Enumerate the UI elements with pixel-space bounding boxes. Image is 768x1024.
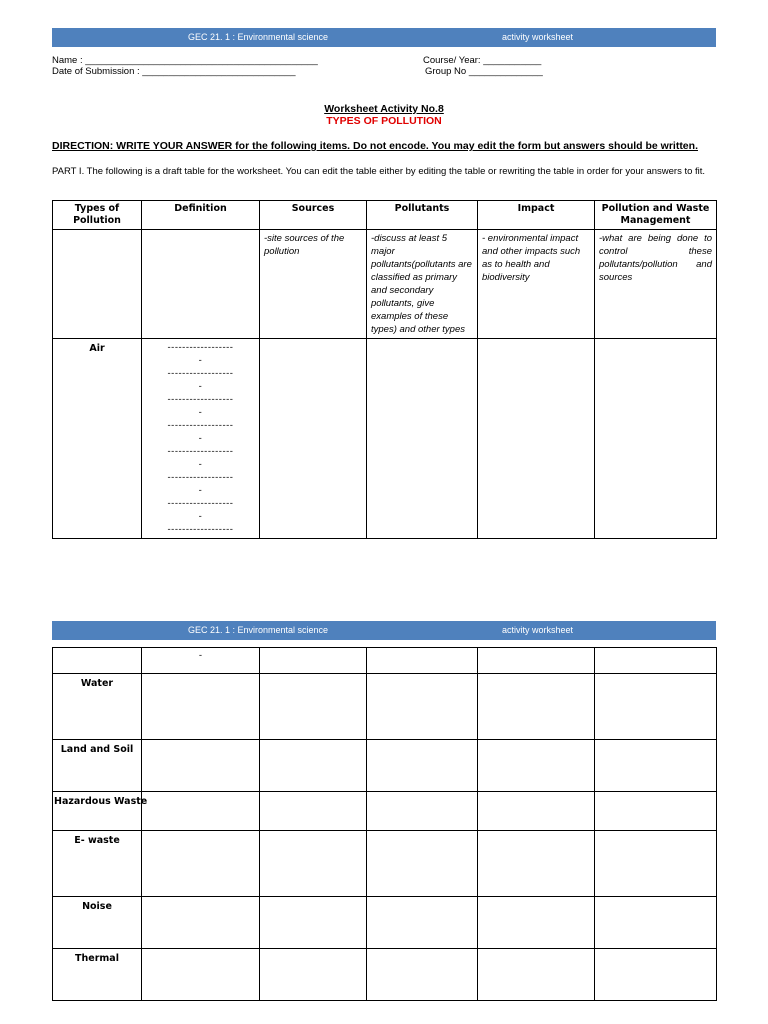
table-cell[interactable] <box>367 674 478 740</box>
table-cell[interactable] <box>478 949 595 1001</box>
hints-row <box>53 230 717 339</box>
table-cell[interactable] <box>595 792 717 831</box>
table-cell[interactable] <box>478 339 595 539</box>
definition-continuation[interactable]: - <box>142 648 260 674</box>
table-cell[interactable] <box>260 740 367 792</box>
column-header: Impact <box>478 201 595 230</box>
table-cell[interactable] <box>595 648 717 674</box>
table-row-continuation <box>53 648 717 674</box>
table-cell[interactable] <box>53 648 142 674</box>
table-header-row <box>53 201 717 230</box>
table-cell[interactable] <box>367 949 478 1001</box>
worksheet-title: Worksheet Activity No.8 <box>324 103 444 115</box>
table-cell[interactable] <box>367 648 478 674</box>
row-label-thermal: Thermal <box>53 949 142 1001</box>
table-row-air <box>53 339 717 539</box>
table-cell[interactable] <box>595 740 717 792</box>
table-cell[interactable] <box>142 831 260 897</box>
course-title: GEC 21. 1 : Environmental science <box>188 32 329 42</box>
table-cell[interactable] <box>367 792 478 831</box>
part1-instructions: PART I. The following is a draft table for the worksheet. You can edit the table either by editing the table or rewriting the table in order for your answers to fit. <box>52 166 706 177</box>
table-cell[interactable] <box>478 674 595 740</box>
name-field[interactable]: Name : ____________________________________________ <box>52 55 318 66</box>
table-cell[interactable] <box>142 674 260 740</box>
table-cell[interactable] <box>367 339 478 539</box>
pollutants-hint: -discuss at least 5 major pollutants(pollutants are classified as primary and secondary pollutants, give examples of these types) and other types <box>367 230 478 339</box>
table-cell[interactable] <box>595 949 717 1001</box>
table-row-hazardous-waste <box>53 792 717 831</box>
row-label-hazardous-waste: Hazardous Waste <box>53 792 142 831</box>
column-header: Types of Pollution <box>53 201 142 230</box>
table-cell[interactable] <box>142 740 260 792</box>
table-cell[interactable] <box>367 831 478 897</box>
date-of-submission-field[interactable]: Date of Submission : _____________________________ <box>52 66 296 77</box>
group-no-field[interactable]: Group No ______________ <box>425 66 543 77</box>
table-cell[interactable] <box>478 740 595 792</box>
column-header: Pollution and Waste Management <box>595 201 717 230</box>
header-banner-page1 <box>52 28 716 47</box>
pollution-table-page2 <box>52 647 717 1001</box>
table-row-water <box>53 674 717 740</box>
column-header: Sources <box>260 201 367 230</box>
course-year-field[interactable]: Course/ Year: ___________ <box>423 55 542 66</box>
table-cell[interactable] <box>260 674 367 740</box>
table-cell[interactable] <box>595 831 717 897</box>
table-row-e-waste <box>53 831 717 897</box>
table-cell[interactable] <box>142 230 260 339</box>
column-header: Pollutants <box>367 201 478 230</box>
row-label-noise: Noise <box>53 897 142 949</box>
worksheet-subtitle: TYPES OF POLLUTION <box>326 115 442 127</box>
pollution-table-page1 <box>52 200 717 539</box>
header-banner-page2 <box>52 621 716 640</box>
table-cell[interactable] <box>478 648 595 674</box>
table-cell[interactable] <box>260 648 367 674</box>
table-cell[interactable] <box>260 831 367 897</box>
management-hint: -what are being done to control these pollutants/pollution and sources <box>595 230 717 339</box>
table-cell[interactable] <box>478 831 595 897</box>
table-cell[interactable] <box>53 230 142 339</box>
table-row-noise <box>53 897 717 949</box>
row-label-land-and-soil: Land and Soil <box>53 740 142 792</box>
table-row-land-and-soil <box>53 740 717 792</box>
table-row-thermal <box>53 949 717 1001</box>
table-cell[interactable] <box>260 897 367 949</box>
column-header: Definition <box>142 201 260 230</box>
table-cell[interactable] <box>142 897 260 949</box>
impact-hint: - environmental impact and other impacts such as to health and biodiversity <box>478 230 595 339</box>
table-cell[interactable] <box>595 897 717 949</box>
row-label-air: Air <box>53 339 142 539</box>
table-cell[interactable] <box>142 949 260 1001</box>
direction-text: DIRECTION: WRITE YOUR ANSWER for the following items. Do not encode. You may edit the form but answers should be written. <box>52 140 698 152</box>
doc-type: activity worksheet <box>502 625 574 635</box>
table-cell[interactable] <box>260 339 367 539</box>
definition-lines[interactable]: ------------------ - ------------------ - ------------------ - ------------------ - ------------------ - ------------------ - ------------------ - ------------------ <box>142 339 260 539</box>
doc-type: activity worksheet <box>502 32 574 42</box>
table-cell[interactable] <box>260 949 367 1001</box>
row-label-water: Water <box>53 674 142 740</box>
table-cell[interactable] <box>595 674 717 740</box>
sources-hint: -site sources of the pollution <box>260 230 367 339</box>
table-cell[interactable] <box>367 740 478 792</box>
table-cell[interactable] <box>142 792 260 831</box>
row-label-e-waste: E- waste <box>53 831 142 897</box>
table-cell[interactable] <box>478 792 595 831</box>
table-cell[interactable] <box>367 897 478 949</box>
table-cell[interactable] <box>260 792 367 831</box>
table-cell[interactable] <box>595 339 717 539</box>
course-title: GEC 21. 1 : Environmental science <box>188 625 329 635</box>
table-cell[interactable] <box>478 897 595 949</box>
